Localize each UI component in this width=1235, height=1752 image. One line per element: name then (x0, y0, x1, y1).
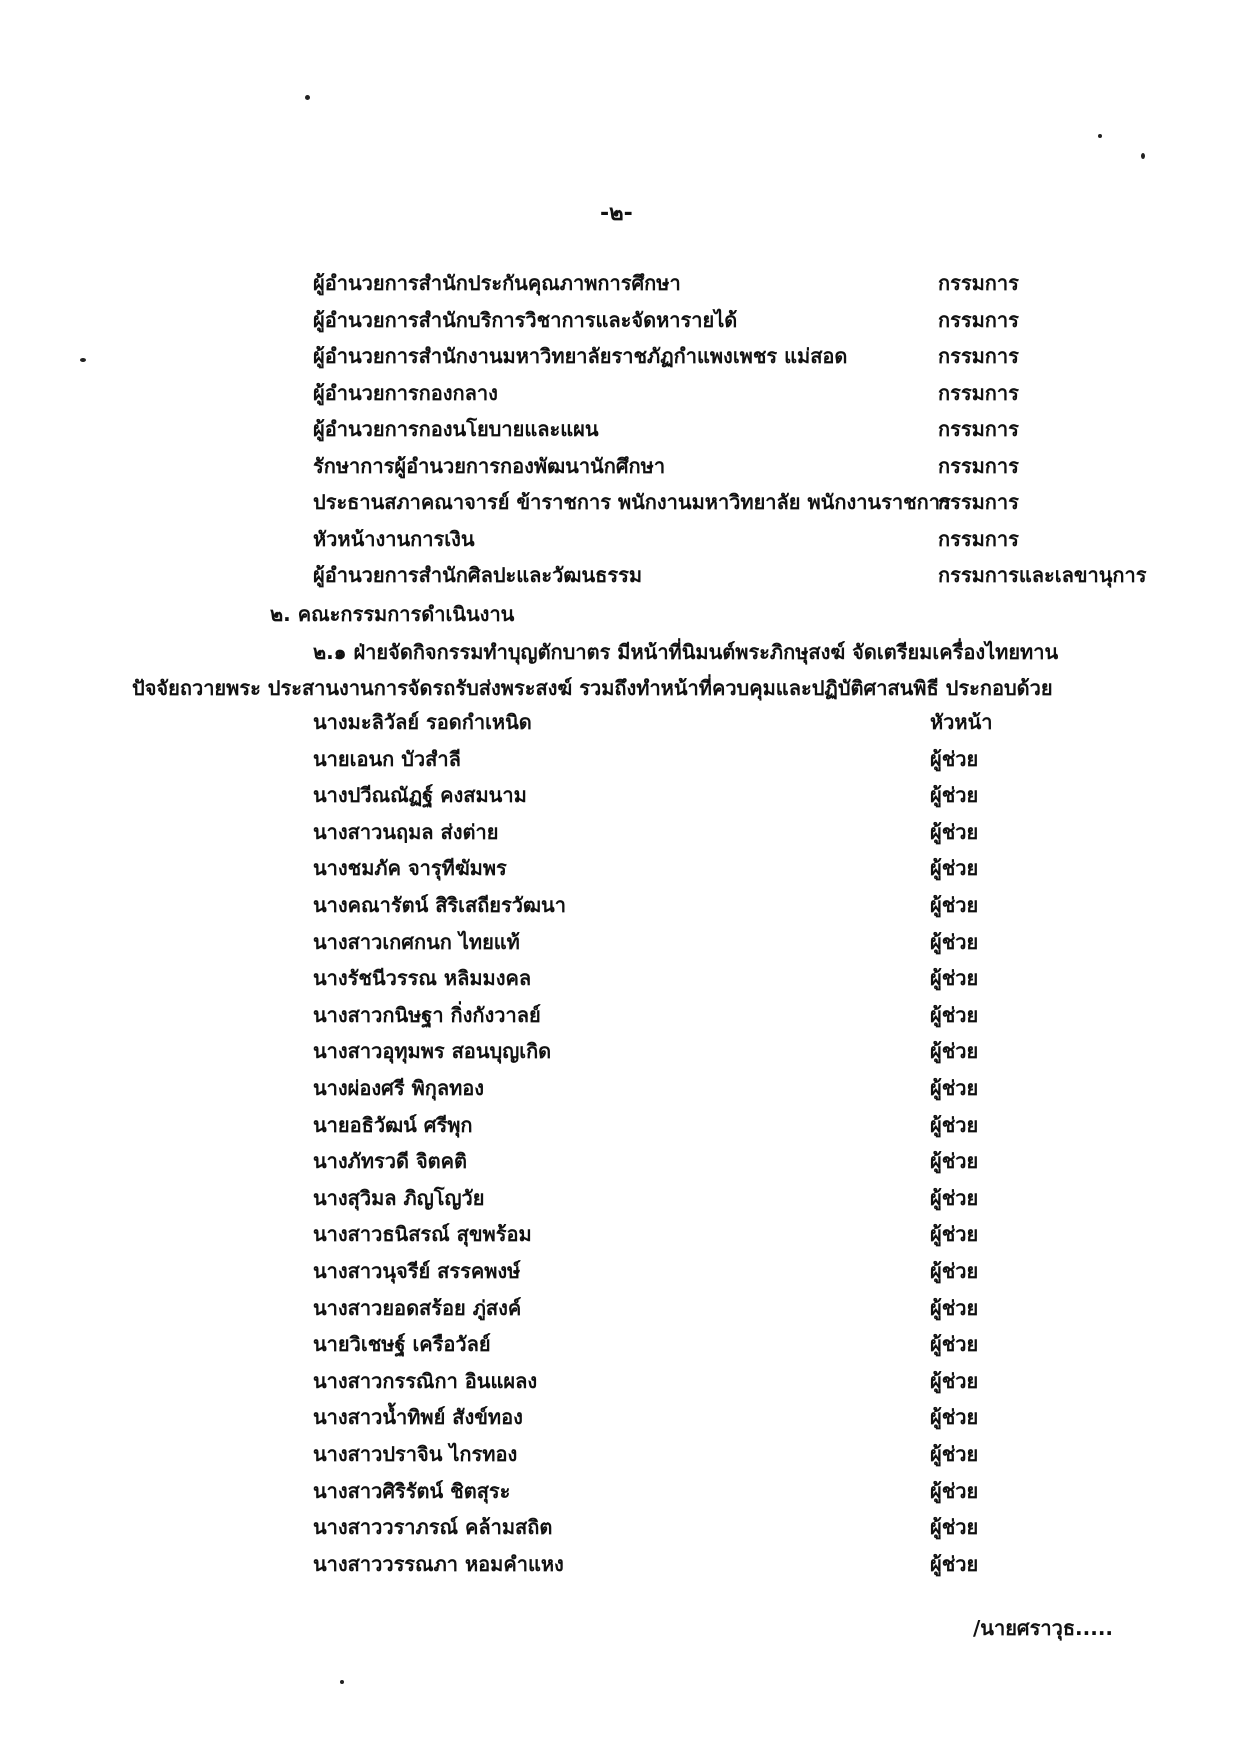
list-row (0, 1547, 1235, 1581)
person-name: ผู้อำนวยการกองนโยบายและแผน (313, 417, 599, 441)
person-role: หัวหน้า (930, 710, 993, 734)
person-role: ผู้ช่วย (930, 819, 979, 844)
person-role: ผู้ช่วย (930, 1295, 979, 1320)
list-row (0, 266, 1235, 300)
list-row (0, 303, 1235, 337)
person-role: ผู้ช่วย (930, 1551, 979, 1576)
person-name: นางสาวยอดสร้อย ภู่สงค์ (313, 1295, 522, 1320)
scan-speck (305, 95, 310, 100)
list-row (0, 1071, 1235, 1105)
list-row (0, 742, 1235, 776)
person-role: ผู้ช่วย (930, 1039, 979, 1064)
person-name: นางสาวศิริรัตน์ ชิตสุระ (313, 1478, 511, 1503)
list-row (0, 1510, 1235, 1544)
list-row (0, 888, 1235, 922)
list-row (0, 925, 1235, 959)
person-name: นางสาวนฤมล ส่งต่าย (313, 819, 499, 844)
person-role: กรรมการ (938, 417, 1019, 441)
list-row (0, 778, 1235, 812)
person-role: ผู้ช่วย (930, 1515, 979, 1540)
page-number: -๒- (600, 201, 633, 226)
person-role: ผู้ช่วย (930, 1332, 979, 1357)
person-name: ผู้อำนวยการสำนักบริการวิชาการและจัดหารายได้ (313, 307, 738, 332)
person-role: ผู้ช่วย (930, 929, 979, 954)
person-name: นางสาวกรรณิกา อินแผลง (313, 1368, 538, 1393)
person-name: นายอธิวัฒน์ ศรีพุก (313, 1112, 473, 1137)
section-heading: ๒. คณะกรรมการดำเนินงาน (270, 602, 515, 626)
person-name: นางปวีณณัฏฐ์ คงสมนาม (313, 783, 527, 808)
continuation-note: /นายศราวุธ..... (973, 1616, 1114, 1640)
person-name: รักษาการผู้อำนวยการกองพัฒนานักศึกษา (313, 453, 666, 478)
person-role: ผู้ช่วย (930, 856, 979, 881)
list-row (0, 1217, 1235, 1251)
person-name: นางคณารัตน์ สิริเสถียรวัฒนา (313, 893, 566, 917)
person-name: นางสาวปราจิน ไกรทอง (313, 1442, 518, 1466)
person-role: กรรมการ (938, 271, 1019, 295)
list-row (0, 558, 1235, 592)
list-row (0, 1400, 1235, 1434)
person-name: นายเอนก บัวสำลี (313, 746, 461, 771)
list-row (0, 339, 1235, 373)
person-role: กรรมการ (938, 526, 1019, 551)
person-name: ผู้อำนวยการสำนักงานมหาวิทยาลัยราชภัฏกำแพงเพชร แม่สอด (313, 344, 848, 368)
person-name: ผู้อำนวยการสำนักประกันคุณภาพการศึกษา (313, 271, 681, 295)
person-name: หัวหน้างานการเงิน (313, 526, 475, 551)
list-row (0, 522, 1235, 556)
list-row (0, 1364, 1235, 1398)
person-role: ผู้ช่วย (930, 1478, 979, 1503)
person-name: นางมะลิวัลย์ รอดกำเหนิด (313, 710, 532, 734)
subsection-line-1: ๒.๑ ฝ่ายจัดกิจกรรมทำบุญตักบาตร มีหน้าที่นิมนต์พระภิกษุสงฆ์ จัดเตรียมเครื่องไทยทาน (313, 640, 1059, 664)
person-role: ผู้ช่วย (930, 966, 979, 991)
person-name: นางรัชนีวรรณ หลิมมงคล (313, 966, 532, 991)
list-row (0, 1291, 1235, 1325)
person-role: ผู้ช่วย (930, 1076, 979, 1100)
person-name: นางสาววราภรณ์ คล้ามสถิต (313, 1515, 553, 1540)
person-name: นางสาวน้ำทิพย์ สังข์ทอง (313, 1405, 523, 1430)
list-row (0, 815, 1235, 849)
person-name: นางสาวอุทุมพร สอนบุญเกิด (313, 1039, 552, 1064)
person-name: นางผ่องศรี พิกุลทอง (313, 1076, 485, 1100)
list-row (0, 485, 1235, 519)
person-name: ผู้อำนวยการสำนักศิลปะและวัฒนธรรม (313, 563, 643, 587)
person-role: กรรมการ (938, 307, 1019, 332)
person-role: ผู้ช่วย (930, 1002, 979, 1027)
person-role: ผู้ช่วย (930, 1259, 979, 1283)
person-name: นางสุวิมล ภิญโญวัย (313, 1185, 485, 1210)
person-role: ผู้ช่วย (930, 893, 979, 917)
person-name: นางภัทรวดี จิตคติ (313, 1149, 468, 1174)
person-name: นางชมภัค จารุทีฆัมพร (313, 856, 507, 881)
person-role: ผู้ช่วย (930, 1149, 979, 1174)
list-row (0, 705, 1235, 739)
list-row (0, 1034, 1235, 1068)
person-name: นางสาววรรณภา หอมคำแหง (313, 1551, 564, 1576)
person-role: ผู้ช่วย (930, 1185, 979, 1210)
person-role: กรรมการและเลขานุการ (938, 563, 1147, 587)
person-name: ผู้อำนวยการกองกลาง (313, 380, 498, 405)
person-role: ผู้ช่วย (930, 1442, 979, 1466)
person-role: ผู้ช่วย (930, 746, 979, 771)
list-row (0, 1144, 1235, 1178)
list-row (0, 1327, 1235, 1361)
list-row (0, 376, 1235, 410)
person-role: ผู้ช่วย (930, 1368, 979, 1393)
person-role: ผู้ช่วย (930, 783, 979, 808)
list-row (0, 449, 1235, 483)
list-row (0, 1254, 1235, 1288)
list-row (0, 1108, 1235, 1142)
scan-speck (1098, 134, 1102, 138)
person-role: ผู้ช่วย (930, 1112, 979, 1137)
list-row (0, 961, 1235, 995)
person-name: นางสาวนุจรีย์ สรรคพงษ์ (313, 1259, 521, 1283)
list-row (0, 998, 1235, 1032)
list-row (0, 412, 1235, 446)
list-row (0, 1181, 1235, 1215)
person-name: ประธานสภาคณาจารย์ ข้าราชการ พนักงานมหาวิทยาลัย พนักงานราชการ (313, 490, 951, 514)
person-role: กรรมการ (938, 490, 1019, 514)
person-name: นายวิเชษฐ์ เครือวัลย์ (313, 1332, 491, 1357)
person-role: ผู้ช่วย (930, 1222, 979, 1247)
person-role: กรรมการ (938, 453, 1019, 478)
person-name: นางสาวธนิสรณ์ สุขพร้อม (313, 1222, 532, 1247)
scan-speck (340, 1680, 344, 1684)
person-role: กรรมการ (938, 380, 1019, 405)
list-row (0, 1474, 1235, 1508)
list-row (0, 1437, 1235, 1471)
subsection-line-2: ปัจจัยถวายพระ ประสานงานการจัดรถรับส่งพระสงฆ์ รวมถึงทำหน้าที่ควบคุมและปฏิบัติศาสนพิธี ประกอบด้วย (132, 676, 1053, 700)
person-name: นางสาวกนิษฐา กิ่งกังวาลย์ (313, 1002, 541, 1027)
person-role: กรรมการ (938, 344, 1019, 368)
list-row (0, 851, 1235, 885)
scan-speck (1141, 153, 1145, 159)
person-role: ผู้ช่วย (930, 1405, 979, 1430)
person-name: นางสาวเกศกนก ไทยแท้ (313, 929, 520, 954)
